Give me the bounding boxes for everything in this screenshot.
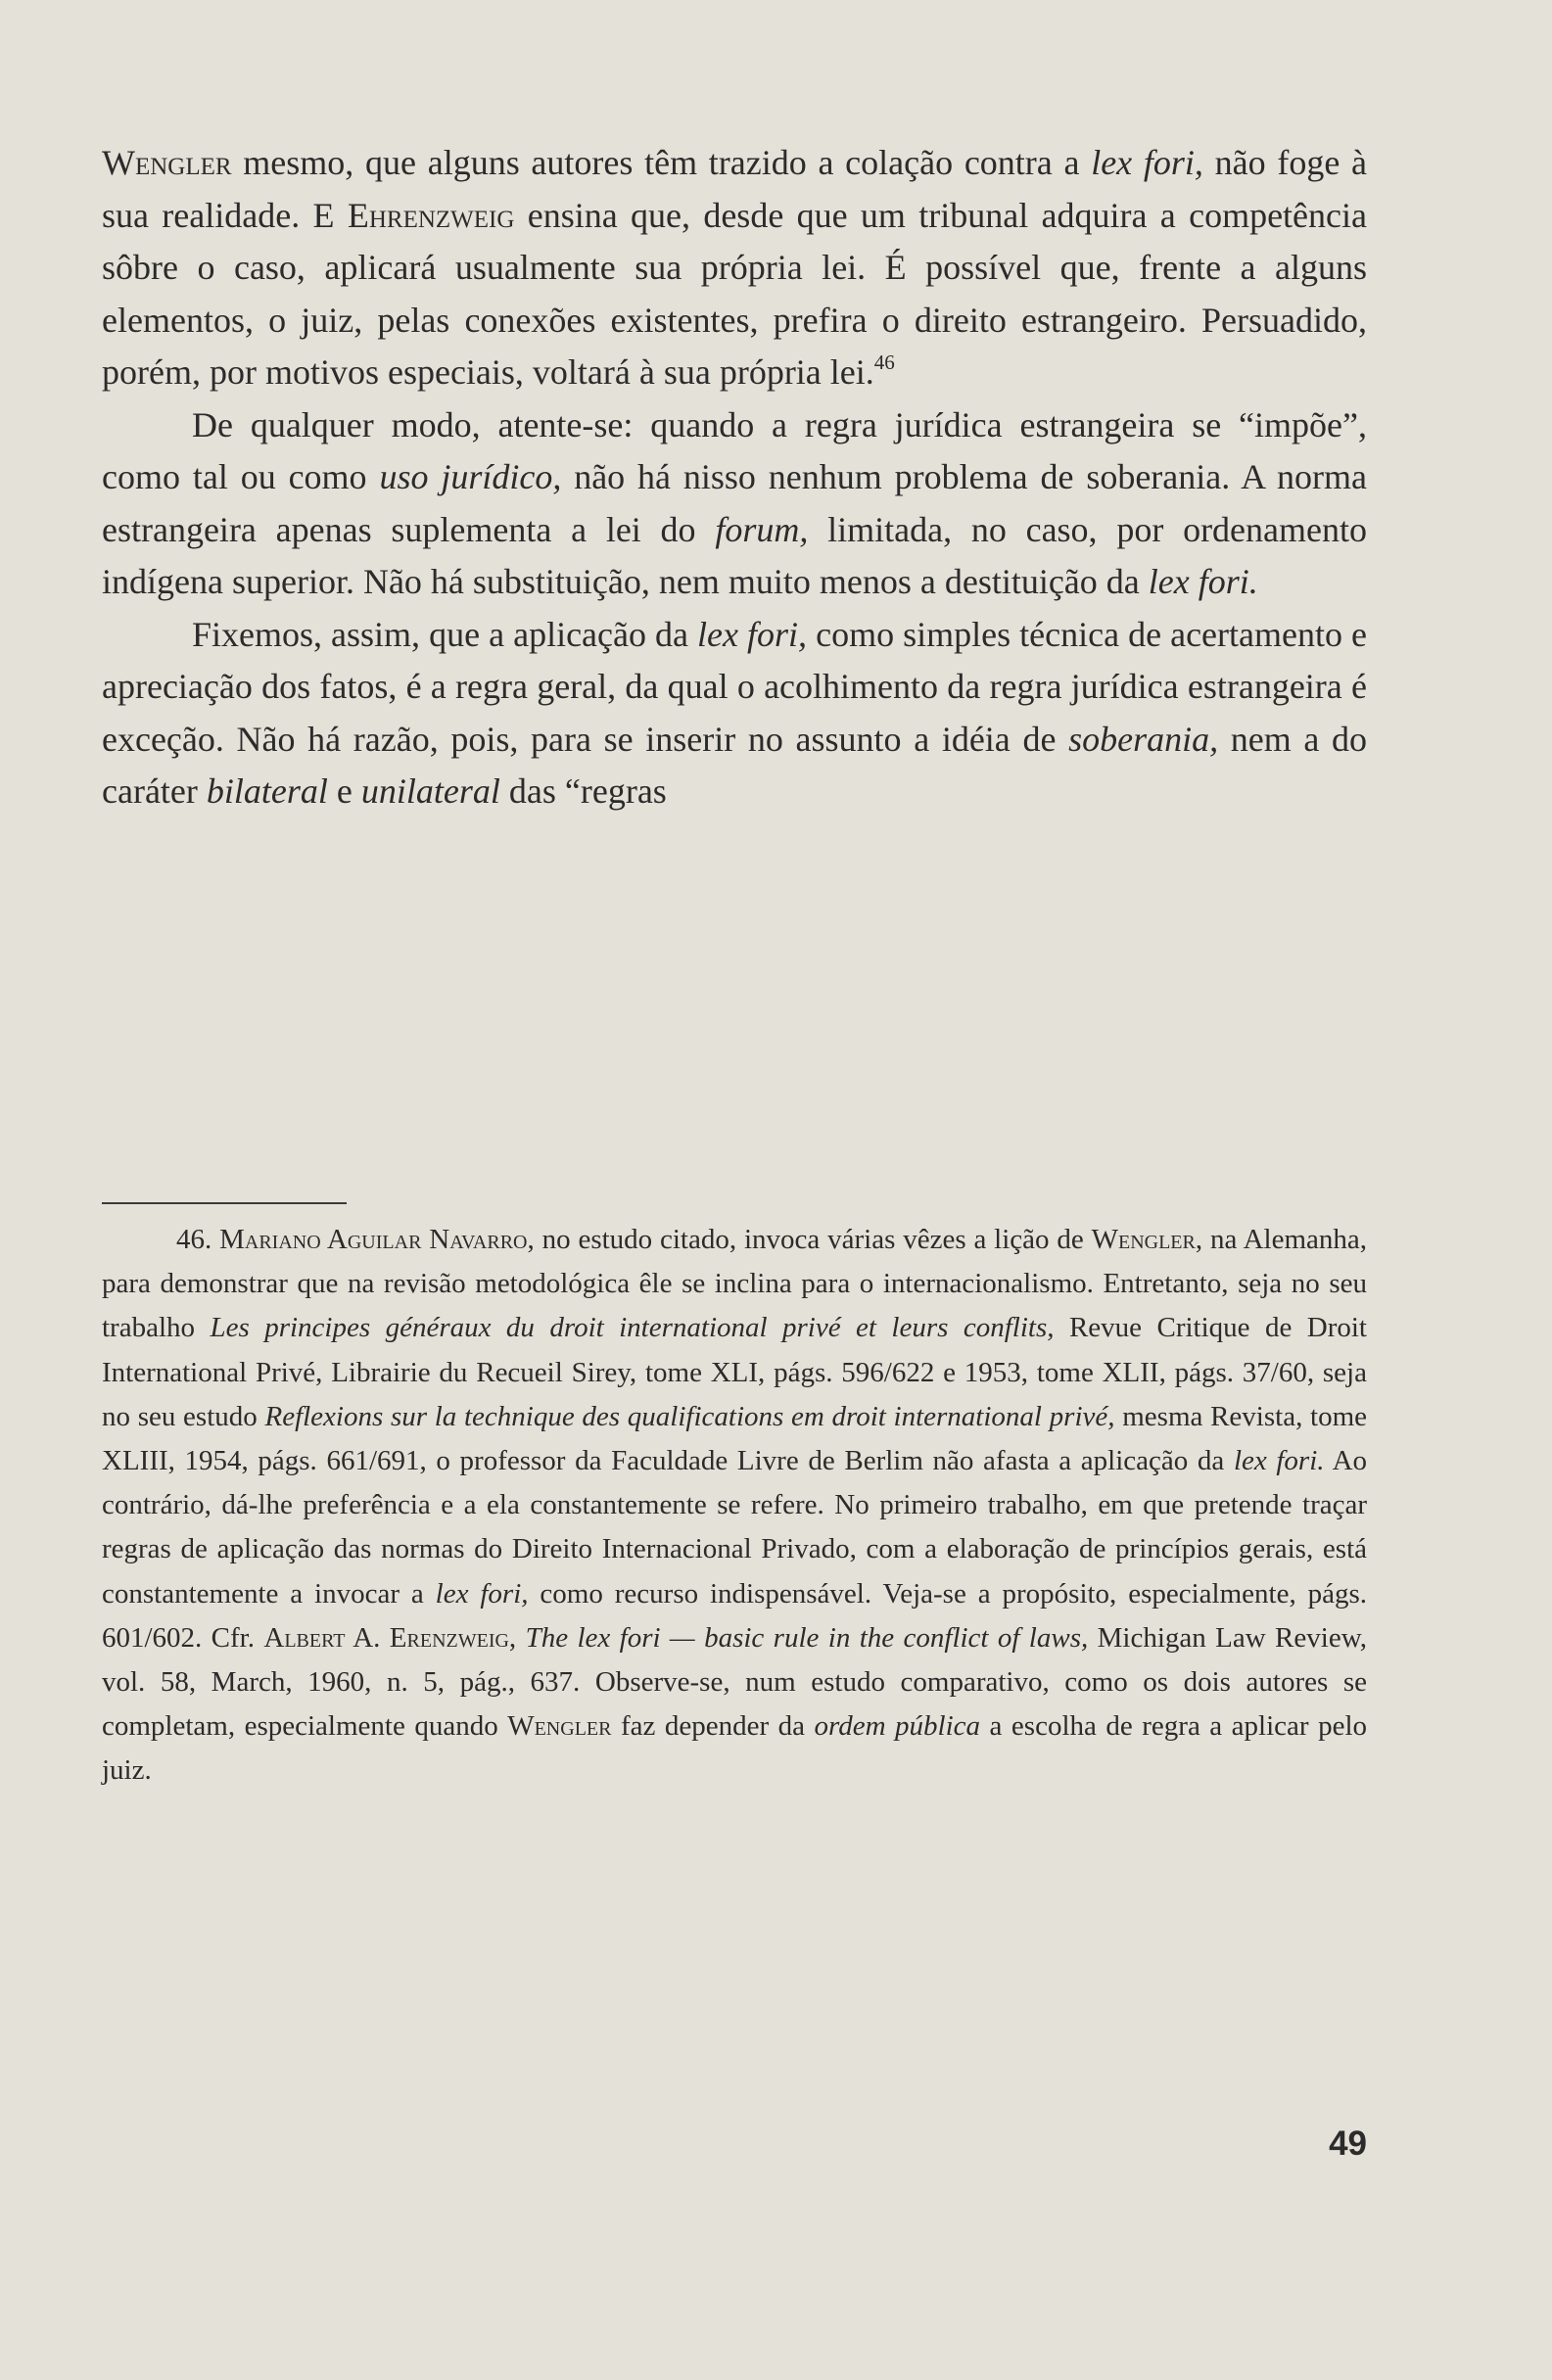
italic-term: forum,: [715, 509, 809, 549]
text-run: como simples técnica de acertamento e apreciação dos fatos, é a regra geral, da qual o acolhimento da regra jurídica estrangeira é exceção. Não há razão, pois, para se inserir no assunto a idéia de: [102, 614, 1367, 759]
author-name: Mariano Aguilar Navarro,: [219, 1224, 535, 1255]
work-title: Reflexions sur la technique des qualifications em droit international privé,: [264, 1400, 1115, 1432]
text-run: Ao contrário, dá-lhe preferência e a ela constantemente se refere. No primeiro trabalho, em que pretende traçar regras de aplicação das normas do Direito Internacional Privado, com a elaboração de princípios gerais, está constantemente a invocar a: [102, 1445, 1368, 1610]
text-run: no estudo citado, invoca várias vêzes a lição de: [534, 1224, 1092, 1255]
text-run: Fixemos, assim, que a aplicação da: [192, 614, 698, 654]
text-run: na Alemanha, para demonstrar que na revisão metodológica êle se inclina para o internacionalismo. Entretanto, seja no seu trabalho: [102, 1224, 1367, 1344]
text-run: De qualquer modo, atente-se: quando a regra jurídica estrangeira se “impõe”, como tal ou como: [102, 404, 1367, 496]
text-run: das “regras: [499, 771, 667, 811]
author-name: Albert A. Erenzweig,: [263, 1621, 517, 1654]
italic-term: unilateral: [360, 771, 500, 811]
footnote-ref[interactable]: 46: [873, 350, 895, 374]
text-run: mesmo, que alguns autores têm trazido a colação contra a: [231, 143, 1092, 182]
body-text: [102, 137, 1367, 818]
text-run: não há nisso nenhum problema de soberania. A norma estrangeira apenas suplementa a lei do: [102, 457, 1367, 549]
text-run: [516, 1622, 525, 1654]
text-run: ensina que, desde que um tribunal adquira a competência sôbre o caso, aplicará usualmente sua própria lei. É possível que, frente a alguns elementos, o juiz, pelas conexões existentes, prefira o direito estrangeiro. Persuadido, porém, por motivos especiais, voltará à sua própria lei.: [102, 195, 1367, 392]
author-name: Wengler: [507, 1710, 612, 1743]
italic-term: lex fori.: [1148, 562, 1258, 601]
paragraph: [102, 137, 1367, 399]
italic-term: soberania,: [1068, 719, 1219, 759]
text-run: limitada, no caso, por ordenamento indígena superior. Não há substituição, nem muito menos a destituição da: [102, 509, 1367, 601]
text-run: e: [327, 771, 361, 811]
text-run: não foge à sua realidade. E: [102, 143, 1367, 235]
italic-term: lex fori,: [1091, 143, 1203, 182]
paragraph: [102, 609, 1367, 818]
italic-term: lex fori,: [697, 614, 808, 654]
text-run: Michigan Law Review, vol. 58, March, 1960, n. 5, pág., 637. Observe-se, num estudo comparativo, como os dois autores se completam, especialmente quando: [102, 1621, 1368, 1743]
page-number: 49: [1329, 2124, 1367, 2163]
paragraph: [102, 399, 1367, 609]
text-run: faz depender da: [611, 1710, 815, 1743]
text-run: a escolha de regra a aplicar pelo juiz.: [102, 1710, 1367, 1787]
italic-term: ordem pública: [814, 1710, 981, 1743]
author-name: Wengler,: [1091, 1224, 1203, 1255]
work-title: Les principes généraux du droit international privé et leurs conflits,: [210, 1312, 1055, 1344]
footnote-number: 46.: [176, 1224, 220, 1255]
text-run: mesma Revista, tome XLIII, 1954, págs. 661/691, o professor da Faculdade Livre de Berlim não afasta a aplicação da: [102, 1400, 1368, 1477]
footnote: [102, 1218, 1367, 1794]
text-run: como recurso indispensável. Veja-se a propósito, especialmente, págs. 601/602. Cfr.: [102, 1577, 1368, 1654]
author-name: Wengler: [102, 143, 232, 182]
author-name: Ehrenzweig: [347, 195, 515, 235]
text-run: nem a do caráter: [102, 719, 1367, 811]
italic-term: uso jurídico,: [379, 457, 562, 496]
text-run: Revue Critique de Droit International Privé, Librairie du Recueil Sirey, tome XLI, págs. 596/622 e 1953, tome XLII, págs. 37/60, seja no seu estudo: [102, 1312, 1367, 1432]
italic-term: lex fori,: [435, 1577, 529, 1610]
footnote-divider: [102, 1202, 347, 1204]
italic-term: bilateral: [206, 771, 328, 811]
footnote-46: [102, 1218, 1367, 1794]
italic-term: lex fori.: [1233, 1445, 1325, 1477]
work-title: The lex fori — basic rule in the conflict of laws,: [525, 1621, 1089, 1654]
